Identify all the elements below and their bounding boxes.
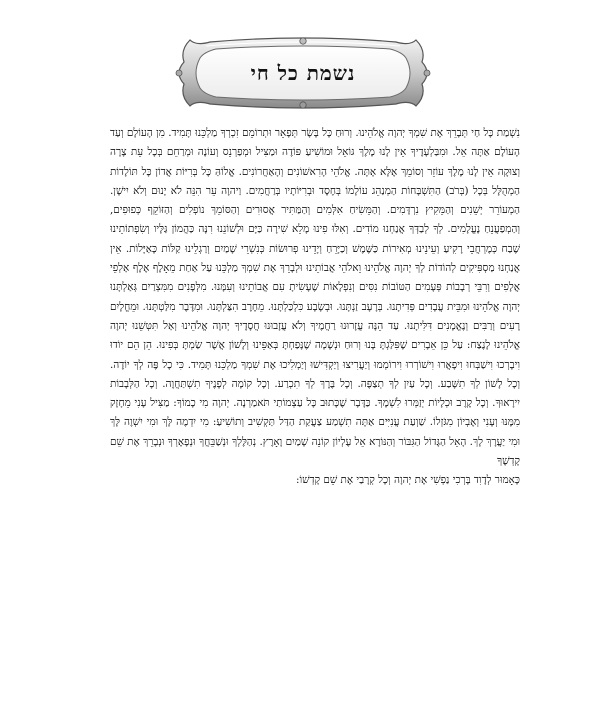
prayer-body xyxy=(110,124,520,644)
page-title: נשמת כל חי xyxy=(250,60,356,85)
title-cartouche xyxy=(170,36,436,110)
closing-line: כָּאָמוּר לְדָוִד בָּרְכִי נַפְשִׁי אֶת יְהוָה וְכָל קְרָבַי אֶת שֵׁם קָדְשׁוֹ: xyxy=(296,474,520,487)
prayer-paragraph: נִשְׁמַת כָּל חַי תְּבָרֵךְ אֶת שִׁמְךָ יְהוָה אֱלֹהֵינוּ. וְרוּחַ כָּל בָּשָׂר תְּפָאֵר וּתְרוֹמֵם זִכְרְךָ מַלְכֵּנוּ תָּמִיד. מִן הָעוֹלָם וְעַד הָעוֹלָם אַתָּה אֵל. וּמִבַּלְעָדֶיךָ אֵין לָנוּ מֶלֶךְ גּוֹאֵל וּמוֹשִׁיעַ פּוֹדֶה וּמַצִּיל וּמְפַרְנֵס וְעוֹנֶה וּמְרַחֵם בְּכָל עֵת צָרָה וְצוּקָה אֵין לָנוּ מֶלֶךְ עוֹזֵר וְסוֹמֵךְ אֶלָּא אָתָּה. אֱלֹהֵי הָרִאשׁוֹנִים וְהָאַחֲרוֹנִים. אֱלוֹהַּ כָּל בְּרִיּוֹת אֲדוֹן כָּל תּוֹלָדוֹת הַמְהֻלָּל בְּכָל (בְּרֹב) הַתִּשְׁבָּחוֹת הַמְנַהֵג עוֹלָמוֹ בְּחֶסֶד וּבְרִיּוֹתָיו בְּרַחֲמִים. וַיהוָה עֵר הִנֵּה לֹא יָנוּם וְלֹא יִישָׁן. הַמְעוֹרֵר יְשֵׁנִים וְהַמֵּקִיץ נִרְדָּמִים. וְהַמֵּשִׂיחַ אִלְּמִים וְהַמַּתִּיר אֲסוּרִים וְהַסּוֹמֵךְ נוֹפְלִים וְהַזּוֹקֵף כְּפוּפִים, וְהַמְפַעֲנֵחַ נֶעֱלָמִים. לְךָ לְבַדְּךָ אֲנַחְנוּ מוֹדִים. וְאִלּוּ פִינוּ מָלֵא שִׁירָה כַּיָּם וּלְשׁוֹנֵנוּ רִנָּה כַּהֲמוֹן גַּלָּיו וְשִׂפְתוֹתֵינוּ שֶׁבַח כְּמֶרְחֲבֵי רָקִיעַ וְעֵינֵינוּ מְאִירוֹת כַּשֶּׁמֶשׁ וְכַיָּרֵחַ וְיָדֵינוּ פְרוּשׂוֹת כְּנִשְׁרֵי שָׁמַיִם וְרַגְלֵינוּ קַלּוֹת כָּאַיָּלוֹת. אֵין אֲנַחְנוּ מַסְפִּיקִים לְהוֹדוֹת לְךָ יְהוָה אֱלֹהֵינוּ וֵאלֹהֵי אֲבוֹתֵינוּ וּלְבָרֵךְ אֶת שִׁמְךָ מַלְכֵּנוּ עַל אַחַת מֵאָלֶף אֶלֶף אַלְפֵי אֲלָפִים וְרִבֵּי רְבָבוֹת פְּעָמִים הַטּוֹבוֹת נִסִּים וְנִפְלָאוֹת שֶׁעָשִׂיתָ עִם אֲבוֹתֵינוּ וְעִמָּנוּ. מִלְּפָנִים מִמִּצְרַיִם גְּאַלְתָּנוּ יְהוָה אֱלֹהֵינוּ וּמִבֵּית עֲבָדִים פְּדִיתָנוּ. בְּרָעָב זַנְתָּנוּ. וּבְשָׂבָע כִּלְכַּלְתָּנוּ. מֵחֶרֶב הִצַּלְתָּנוּ. וּמִדֶּבֶר מִלַּטְתָּנוּ. וּמֵחֳלָיִם רָעִים וְרַבִּים וְנֶאֱמָנִים דִּלִּיתָנוּ. עַד הֵנָּה עֲזָרוּנוּ רַחֲמֶיךָ וְלֹא עֲזָבוּנוּ חֲסָדֶיךָ יְהוָה אֱלֹהֵינוּ וְאַל תִּטְּשֵׁנוּ יְהוָה אֱלֹהֵינוּ לָנֶצַח: עַל כֵּן אֵבָרִים שֶׁפִּלַּגְתָּ בָּנוּ וְרוּחַ וּנְשָׁמָה שֶׁנָּפַחְתָּ בְּאַפֵּינוּ וְלָשׁוֹן אֲשֶׁר שַׂמְתָּ בְּפִינוּ. הֵן הֵם יוֹדוּ וִיבָרְכוּ וִישַׁבְּחוּ וִיפָאֲרוּ וִישׁוֹרְרוּ וִירוֹמְמוּ וְיַעֲרִיצוּ וְיַקְדִּישׁוּ וְיַמְלִיכוּ אֶת שִׁמְךָ מַלְכֵּנוּ תָּמִיד. כִּי כָל פֶּה לְךָ יוֹדֶה. וְכָל לָשׁוֹן לְךָ תִשָּׁבַע. וְכָל עַיִן לְךָ תְצַפֶּה. וְכָל בֶּרֶךְ לְךָ תִכְרַע. וְכָל קוֹמָה לְפָנֶיךָ תִשְׁתַּחֲוֶה. וְכָל הַלְּבָבוֹת יִירָאוּךָ. וְכָל קֶרֶב וּכְלָיוֹת יְזַמְּרוּ לִשְׁמֶךָ. כַּדָּבָר שֶׁכָּתוּב כָּל עַצְמוֹתַי תֹּאמַרְנָה. יְהוָה מִי כָמוֹךָ: מַצִּיל עָנִי מֵחָזָק מִמֶּנּוּ וְעָנִי וְאֶבְיוֹן מִגֹּזְלוֹ. שַׁוְעַת עֲנִיִּים אַתָּה תִשְׁמַע צַעֲקַת הַדַּל תַּקְשִׁיב וְתוֹשִׁיעַ: מִי יִדְמֶה לָּךְ וּמִי יִשְׁוֶה לָּךְ וּמִי יַעֲרָךְ לָךְ. הָאֵל הַגָּדוֹל הַגִּבּוֹר וְהַנּוֹרָא אֵל עֶלְיוֹן קוֹנֵה שָׁמַיִם וָאָרֶץ. נְהַלֶּלְךָ וּנְשַׁבֵּחֲךָ וּנְפָאֶרְךָ וּנְבָרֵךְ אֶת שֵׁם קָדְשֶׁךָ xyxy=(110,127,520,468)
